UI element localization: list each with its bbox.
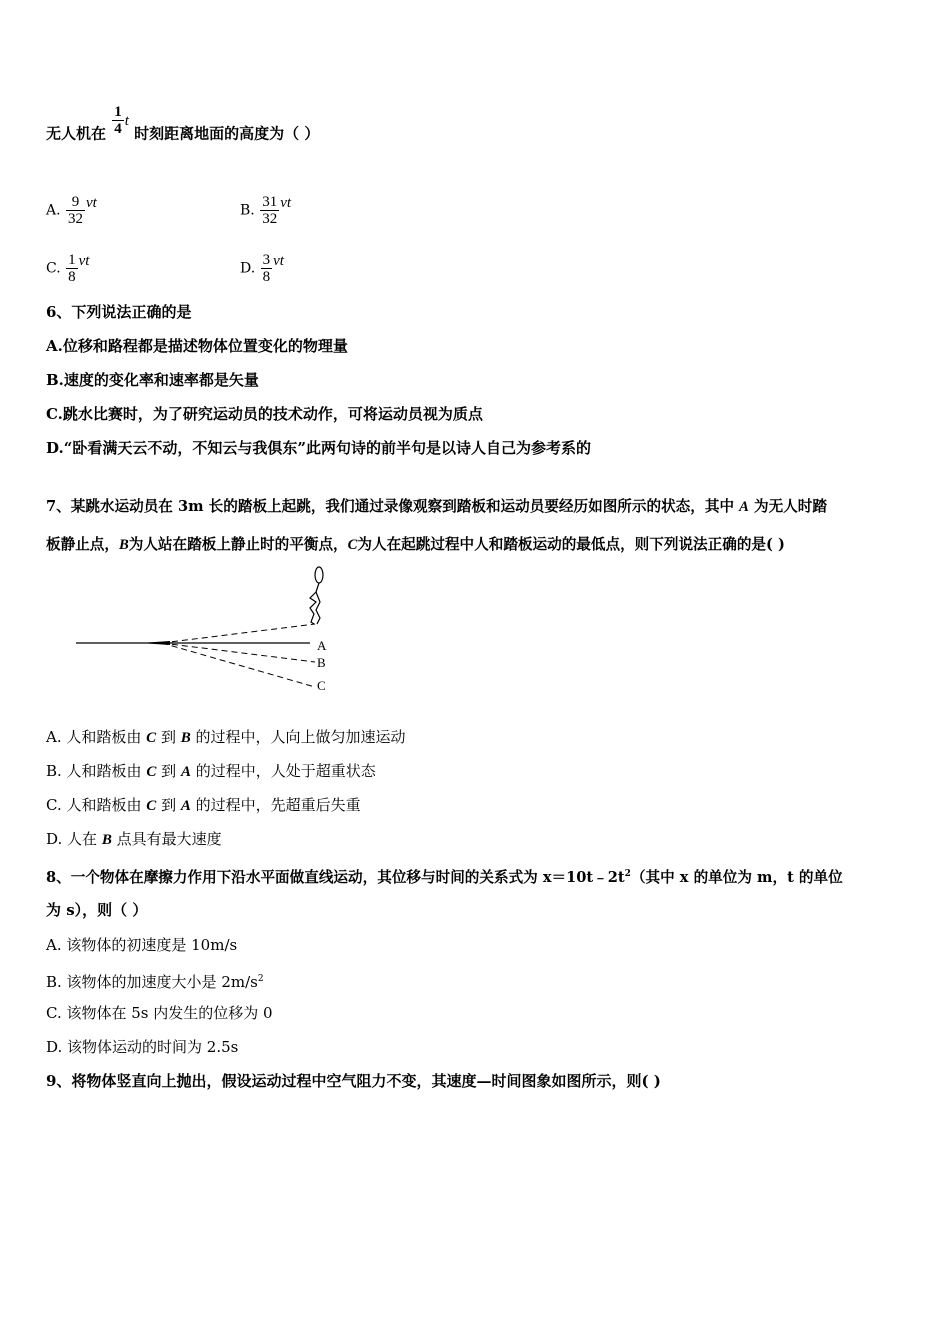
q7-option-b <box>46 761 376 782</box>
label-a: A <box>317 638 327 653</box>
option-var: vt <box>273 252 284 269</box>
opt-text: A. 人和踏板由 <box>46 728 142 746</box>
q8-option-b <box>46 969 264 992</box>
frac-num: 31 <box>262 194 278 210</box>
q8-option-d: D. 该物体运动的时间为 2.5s <box>46 1038 239 1056</box>
q5-frac-den: 4 <box>114 121 122 137</box>
opt-text: 到 <box>160 728 176 746</box>
option-var: vt <box>86 194 97 211</box>
q7-text: 7、某跳水运动员在 3m 长的踏板上起跳，我们通过录像观察到踏板和运动员要经历如图所示的状态，其中 <box>46 498 735 515</box>
springboard-diagram <box>70 562 340 702</box>
q8-stem-line2: 为 s），则（ ） <box>46 901 148 919</box>
q7-option-c <box>46 795 361 816</box>
q7-option-d <box>46 829 222 850</box>
opt-var: C <box>146 764 157 780</box>
label-b: B <box>317 655 326 670</box>
option-var: vt <box>78 252 90 269</box>
q7-text: 板静止点， <box>46 536 119 553</box>
q7-text: 为人在起跳过程中人和踏板运动的最低点，则下列说法正确的是( ) <box>357 536 785 553</box>
q6-option-d: D.“卧看满天云不动，不知云与我俱东”此两句诗的前半句是以诗人自己为参考系的 <box>46 439 591 457</box>
opt-var: C <box>146 798 157 814</box>
opt-var: B <box>101 832 112 848</box>
frac-num: 1 <box>68 252 76 268</box>
frac-den: 8 <box>262 269 271 285</box>
q9-stem: 9、将物体竖直向上抛出，假设运动过程中空气阻力不变，其速度—时间图象如图所示，则( ) <box>46 1072 661 1090</box>
q6-option-c: C.跳水比赛时，为了研究运动员的技术动作，可将运动员视为质点 <box>46 405 483 423</box>
q7-point-c: C <box>347 537 358 553</box>
option-fraction <box>260 194 279 227</box>
opt-var: A <box>180 764 191 780</box>
board-position-a <box>162 624 315 643</box>
opt-var: C <box>146 730 157 746</box>
diver-figure <box>310 567 323 624</box>
q7-point-b: B <box>118 537 129 553</box>
opt-text: B. 人和踏板由 <box>46 762 142 780</box>
q5-frac-num: 1 <box>114 104 122 120</box>
opt-text: 到 <box>161 762 177 780</box>
option-var: vt <box>280 194 292 211</box>
opt-text: 的过程中，人处于超重状态 <box>195 762 376 780</box>
q8-text: 8、一个物体在摩擦力作用下沿水平面做直线运动，其位移与时间的关系式为 x＝10t﹣2t <box>46 868 625 886</box>
q7-stem-line1 <box>46 497 827 517</box>
opt-text: C. 人和踏板由 <box>46 796 142 814</box>
opt-text: 的过程中，人向上做匀加速运动 <box>195 728 406 746</box>
frac-den: 32 <box>262 211 278 227</box>
q5-option-c <box>46 252 89 285</box>
q8-exponent: 2 <box>624 869 631 879</box>
frac-den: 32 <box>68 211 84 227</box>
q7-option-a <box>46 727 406 748</box>
q5-option-b <box>240 194 291 227</box>
option-label: B. <box>240 202 255 219</box>
q5-option-a <box>46 194 97 227</box>
q8-exponent: 2 <box>257 974 264 984</box>
q5-stem <box>46 104 320 151</box>
q6-option-a: A.位移和路程都是描述物体位置变化的物理量 <box>46 337 348 355</box>
q8-stem-line1 <box>46 864 843 888</box>
q5-suffix: 时刻距离地面的高度为（ ） <box>134 124 320 143</box>
opt-text: 到 <box>161 796 177 814</box>
q8-text: （其中 x 的单位为 m，t 的单位 <box>630 868 843 886</box>
q5-fraction <box>112 104 124 137</box>
opt-text: 的过程中，先超重后失重 <box>195 796 361 814</box>
q6-option-b: B.速度的变化率和速率都是矢量 <box>46 371 259 389</box>
frac-den: 8 <box>68 269 76 285</box>
board-position-b <box>162 643 315 662</box>
q7-point-a: A <box>739 499 749 515</box>
option-label: A. <box>46 202 61 219</box>
option-label: C. <box>46 260 61 277</box>
q7-stem-line2 <box>46 535 785 555</box>
q8-option-c: C. 该物体在 5s 内发生的位移为 0 <box>46 1004 273 1022</box>
option-label: D. <box>240 260 256 277</box>
q8-option-a: A. 该物体的初速度是 10m/s <box>46 936 238 954</box>
opt-var: B <box>180 730 191 746</box>
q5-option-d <box>240 252 284 285</box>
q5-var: t <box>124 112 129 129</box>
frac-num: 3 <box>262 252 271 268</box>
q7-text: 为人站在踏板上静止时的平衡点， <box>128 536 348 553</box>
opt-var: A <box>180 798 191 814</box>
opt-text: 点具有最大速度 <box>116 830 222 848</box>
opt-text: D. 人在 <box>46 830 98 848</box>
q7-text: 为无人时踏 <box>753 498 827 515</box>
q8-opt-text: B. 该物体的加速度大小是 2m/s <box>46 973 258 991</box>
board-position-c <box>162 643 315 687</box>
q5-prefix: 无人机在 <box>46 124 107 143</box>
option-fraction <box>66 194 85 227</box>
label-c: C <box>317 678 326 693</box>
q6-stem: 6、下列说法正确的是 <box>46 303 192 321</box>
option-fraction <box>261 252 273 285</box>
option-fraction <box>66 252 78 285</box>
frac-num: 9 <box>71 194 80 210</box>
